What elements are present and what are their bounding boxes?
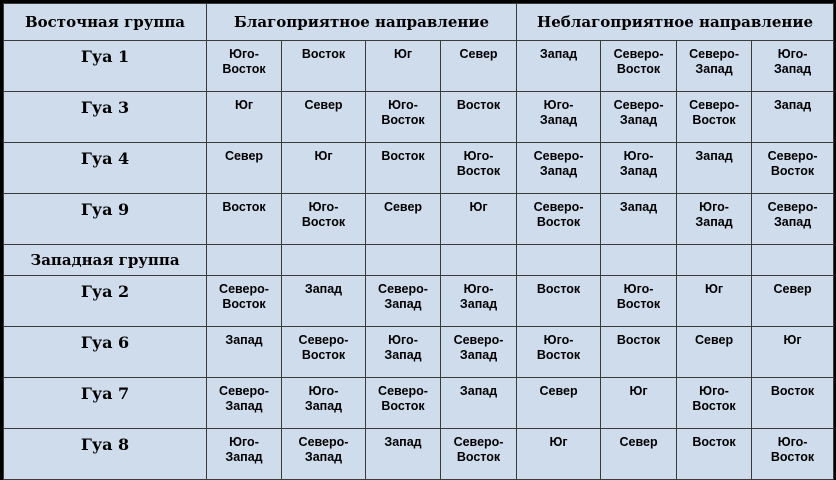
unfavorable-direction-cell: Юго- Запад — [601, 143, 677, 194]
favorable-direction-cell: Север — [282, 92, 366, 143]
table-row — [4, 92, 834, 143]
favorable-direction-cell: Север — [366, 194, 441, 245]
favorable-direction-cell: Юго- Запад — [207, 429, 282, 480]
favorable-direction-cell: Юг — [441, 194, 517, 245]
unfavorable-direction-cell: Юг — [517, 429, 601, 480]
unfavorable-direction-cell: Юго- Восток — [601, 276, 677, 327]
unfavorable-direction-cell: Юг — [677, 276, 752, 327]
gua-label: Гуа 8 — [4, 429, 207, 480]
favorable-direction-cell: Запад — [207, 327, 282, 378]
unfavorable-direction-cell: Юго- Запад — [517, 92, 601, 143]
empty-cell — [677, 245, 752, 276]
favorable-direction-cell: Северо- Восток — [366, 378, 441, 429]
table-row — [4, 143, 834, 194]
gua-label: Гуа 7 — [4, 378, 207, 429]
gua-directions-table — [3, 3, 834, 480]
west-group-label: Западная группа — [4, 245, 207, 276]
favorable-direction-cell: Северо- Восток — [441, 429, 517, 480]
unfavorable-direction-cell: Юго- Восток — [517, 327, 601, 378]
favorable-direction-cell: Северо- Запад — [366, 276, 441, 327]
gua-label: Гуа 6 — [4, 327, 207, 378]
unfavorable-direction-cell: Юго- Восток — [677, 378, 752, 429]
favorable-direction-cell: Юго- Запад — [441, 276, 517, 327]
favorable-direction-cell: Север — [207, 143, 282, 194]
favorable-direction-cell: Юго- Запад — [366, 327, 441, 378]
unfavorable-direction-cell: Северо- Запад — [677, 41, 752, 92]
empty-cell — [441, 245, 517, 276]
header-unfavorable: Неблагоприятное направление — [517, 4, 834, 41]
unfavorable-direction-cell: Юго- Запад — [752, 41, 834, 92]
gua-label: Гуа 1 — [4, 41, 207, 92]
unfavorable-direction-cell: Юго- Восток — [752, 429, 834, 480]
empty-cell — [517, 245, 601, 276]
favorable-direction-cell: Северо- Запад — [207, 378, 282, 429]
favorable-direction-cell: Запад — [282, 276, 366, 327]
favorable-direction-cell: Юго- Восток — [441, 143, 517, 194]
empty-cell — [366, 245, 441, 276]
unfavorable-direction-cell: Юг — [601, 378, 677, 429]
unfavorable-direction-cell: Восток — [752, 378, 834, 429]
unfavorable-direction-cell: Северо- Восток — [752, 143, 834, 194]
favorable-direction-cell: Юго- Восток — [282, 194, 366, 245]
header-group: Восточная группа — [4, 4, 207, 41]
favorable-direction-cell: Юго- Восток — [366, 92, 441, 143]
favorable-direction-cell: Юг — [366, 41, 441, 92]
unfavorable-direction-cell: Восток — [677, 429, 752, 480]
unfavorable-direction-cell: Запад — [517, 41, 601, 92]
favorable-direction-cell: Юг — [207, 92, 282, 143]
unfavorable-direction-cell: Северо- Запад — [601, 92, 677, 143]
gua-label: Гуа 4 — [4, 143, 207, 194]
table-row — [4, 194, 834, 245]
favorable-direction-cell: Запад — [366, 429, 441, 480]
favorable-direction-cell: Северо- Запад — [282, 429, 366, 480]
unfavorable-direction-cell: Юг — [752, 327, 834, 378]
table-row — [4, 276, 834, 327]
unfavorable-direction-cell: Север — [517, 378, 601, 429]
favorable-direction-cell: Север — [441, 41, 517, 92]
gua-label: Гуа 2 — [4, 276, 207, 327]
table-row — [4, 327, 834, 378]
table-row — [4, 378, 834, 429]
table-row — [4, 429, 834, 480]
unfavorable-direction-cell: Запад — [601, 194, 677, 245]
unfavorable-direction-cell: Северо- Восток — [517, 194, 601, 245]
unfavorable-direction-cell: Северо- Запад — [752, 194, 834, 245]
gua-label: Гуа 3 — [4, 92, 207, 143]
favorable-direction-cell: Юго- Запад — [282, 378, 366, 429]
empty-cell — [282, 245, 366, 276]
favorable-direction-cell: Северо- Восток — [282, 327, 366, 378]
unfavorable-direction-cell: Северо- Запад — [517, 143, 601, 194]
unfavorable-direction-cell: Запад — [677, 143, 752, 194]
unfavorable-direction-cell: Запад — [752, 92, 834, 143]
empty-cell — [752, 245, 834, 276]
favorable-direction-cell: Юг — [282, 143, 366, 194]
unfavorable-direction-cell: Север — [601, 429, 677, 480]
empty-cell — [207, 245, 282, 276]
table-row — [4, 41, 834, 92]
unfavorable-direction-cell: Юго- Запад — [677, 194, 752, 245]
favorable-direction-cell: Восток — [207, 194, 282, 245]
favorable-direction-cell: Восток — [282, 41, 366, 92]
unfavorable-direction-cell: Северо- Восток — [601, 41, 677, 92]
favorable-direction-cell: Северо- Запад — [441, 327, 517, 378]
unfavorable-direction-cell: Северо- Восток — [677, 92, 752, 143]
empty-cell — [601, 245, 677, 276]
group-row — [4, 245, 834, 276]
favorable-direction-cell: Юго- Восток — [207, 41, 282, 92]
unfavorable-direction-cell: Север — [752, 276, 834, 327]
unfavorable-direction-cell: Восток — [601, 327, 677, 378]
header-row — [4, 4, 834, 41]
header-favorable: Благоприятное направление — [207, 4, 517, 41]
favorable-direction-cell: Запад — [441, 378, 517, 429]
unfavorable-direction-cell: Восток — [517, 276, 601, 327]
favorable-direction-cell: Восток — [441, 92, 517, 143]
favorable-direction-cell: Северо- Восток — [207, 276, 282, 327]
gua-label: Гуа 9 — [4, 194, 207, 245]
unfavorable-direction-cell: Север — [677, 327, 752, 378]
favorable-direction-cell: Восток — [366, 143, 441, 194]
